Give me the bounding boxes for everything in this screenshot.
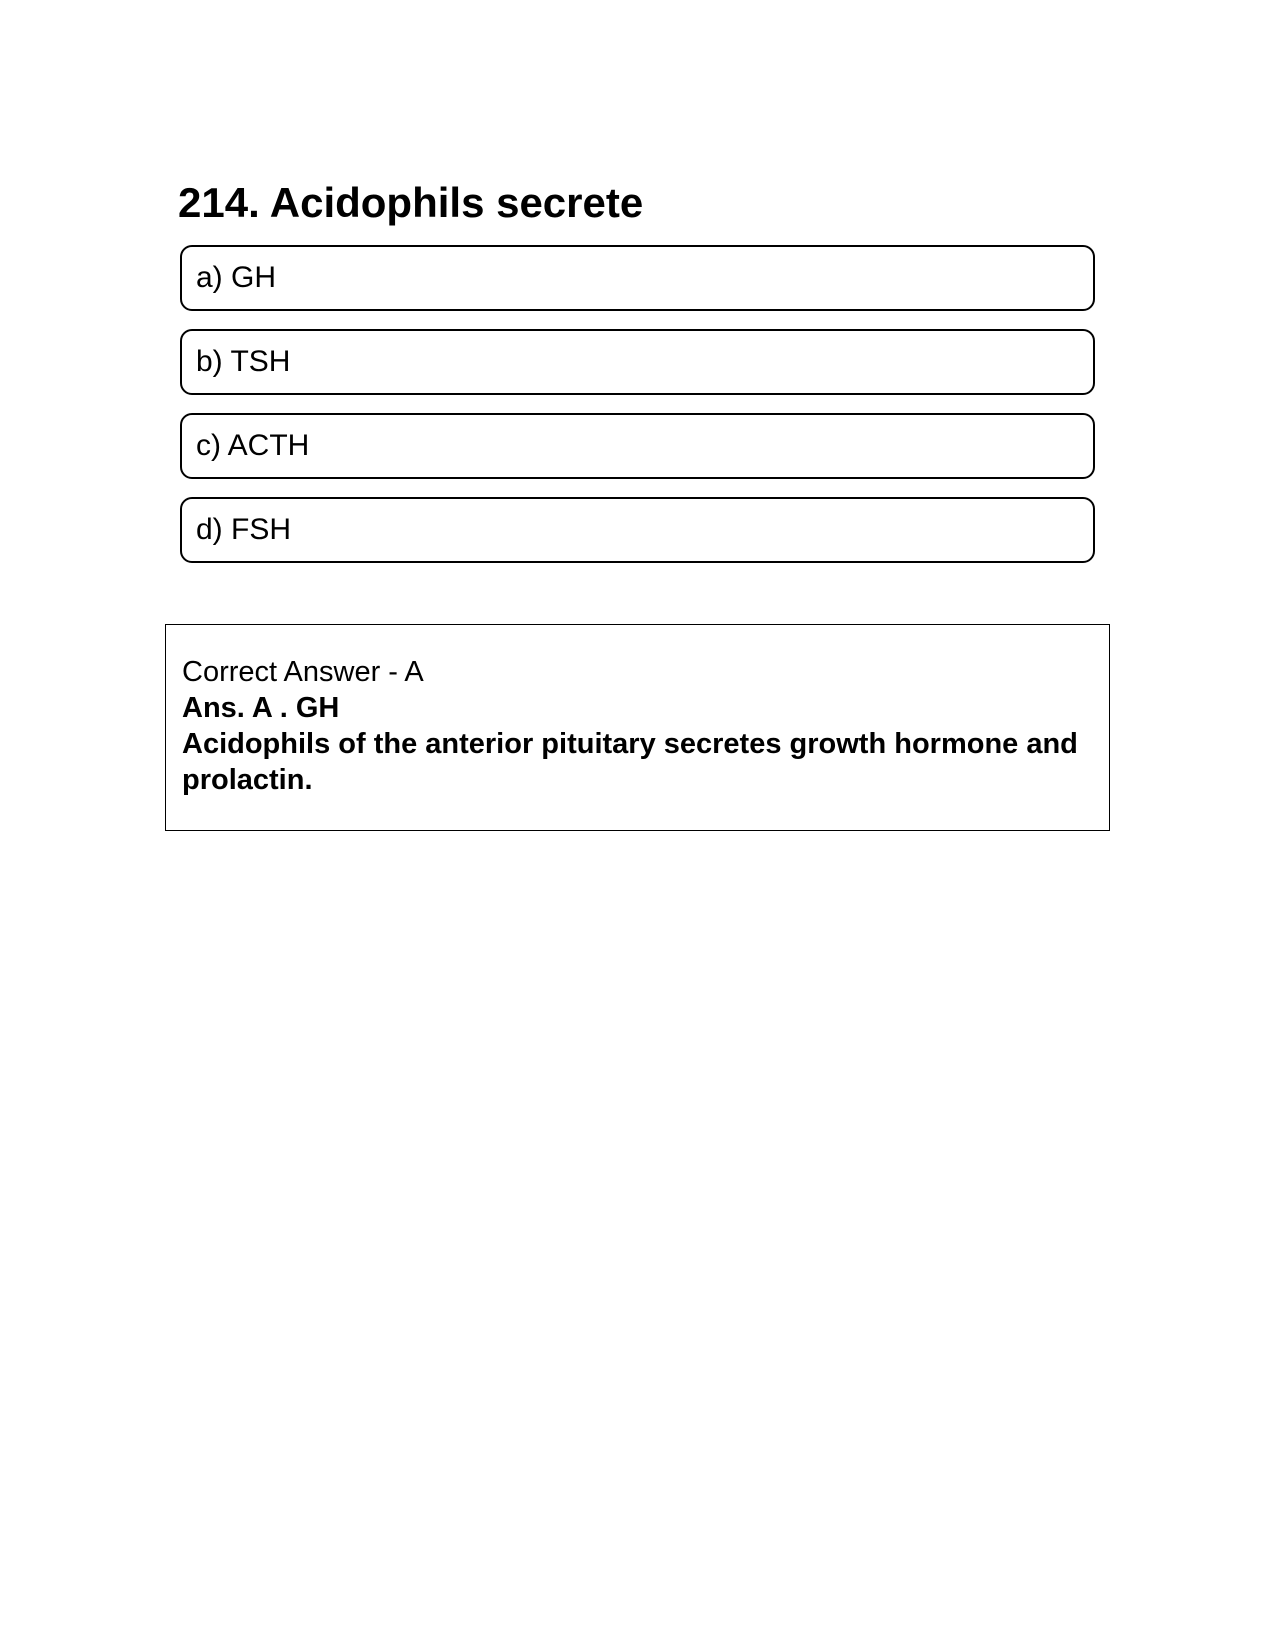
answer-key-text: Ans. A . GH: [182, 692, 340, 724]
question-number: 214.: [178, 179, 260, 226]
answer-explanation: Acidophils of the anterior pituitary secretes growth hormone and prolactin.: [182, 728, 1078, 796]
option-d[interactable]: d) FSH: [180, 497, 1095, 563]
option-b[interactable]: b) TSH: [180, 329, 1095, 395]
question-text: Acidophils secrete: [269, 179, 644, 226]
question-title: [178, 176, 643, 230]
correct-answer-text: Correct Answer - A: [182, 656, 424, 688]
option-c[interactable]: c) ACTH: [180, 413, 1095, 479]
option-a[interactable]: a) GH: [180, 245, 1095, 311]
answer-box: [165, 624, 1110, 831]
